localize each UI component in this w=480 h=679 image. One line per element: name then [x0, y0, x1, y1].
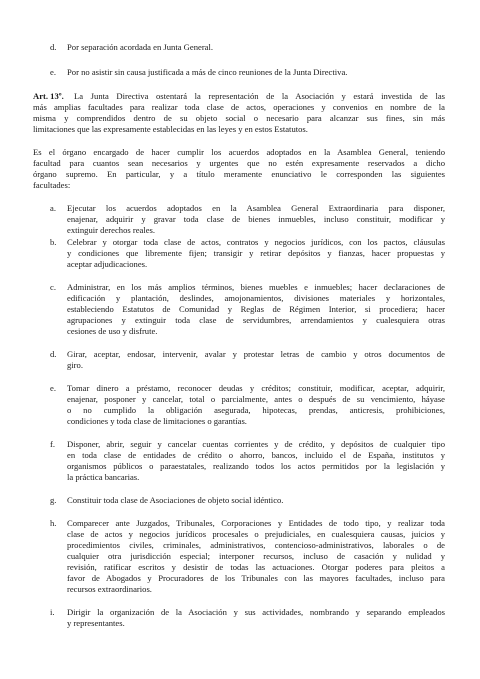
list-item-line: procedimientos civiles, criminales, administrativos, contencioso-administrativos, laborales o de: [67, 540, 445, 550]
list-item-line: revisión, ratificar escritos y desistir de todas las actuaciones. Otorgar poderes para pleitos a: [67, 562, 445, 572]
list-item-line: clase de actos y negocios jurídicos procesales o prejudiciales, en cualesquiera causas, juicios y: [67, 529, 445, 539]
list-item-line: o no cumplido la obligación asegurada, hipotecas, prendas, anticresis, prohibiciones,: [67, 405, 445, 415]
list-item-line: y condiciones que libremente fijen; transigir y retirar depósitos y fianzas, hacer propuestas y: [67, 248, 445, 258]
list-marker: e.: [50, 383, 56, 393]
list-item-line: Tomar dinero a préstamo, reconocer deudas y créditos; constituir, modificar, aceptar, adquirir,: [67, 383, 445, 393]
list-item-line: condiciones y toda clase de limitaciones o garantías.: [67, 416, 247, 426]
list-marker: h.: [50, 518, 57, 528]
list-item-line: recursos extraordinarios.: [67, 584, 152, 594]
list-marker: f.: [50, 439, 56, 449]
item-text: Por no asistir sin causa justificada a más de cinco reuniones de la Junta Directiva.: [67, 67, 348, 77]
list-item-line: agrupaciones y extinguir toda clase de servidumbres, arrendamientos y cualesquiera otras: [67, 315, 445, 325]
item-marker: d.: [50, 42, 57, 52]
list-marker: a.: [50, 203, 56, 213]
list-item-line: en toda clase de entidades de crédito o ahorro, bancos, incluido el de España, institutos y: [67, 450, 445, 460]
list-item-line: Dirigir la organización de la Asociación y sus actividades, nombrando y separando empleados: [67, 607, 445, 617]
article-label: Art. 13º.: [33, 91, 64, 101]
list-item-line: extinguir derechos reales.: [67, 225, 156, 235]
list-item-line: Girar, aceptar, endosar, intervenir, avalar y protestar letras de cambio y otros documentos de: [67, 349, 445, 359]
paragraph-line: misma y comprendidos dentro de su objeto social o necesario para alcanzar sus fines, sin más: [33, 113, 445, 123]
list-item-line: y representantes.: [67, 618, 125, 628]
list-item-line: Celebrar y otorgar toda clase de actos, contratos y negocios jurídicos, con los pactos, cláusulas: [67, 237, 445, 247]
list-item-line: giro.: [67, 360, 83, 370]
list-marker: d.: [50, 349, 57, 359]
list-item-line: la práctica bancarias.: [67, 472, 140, 482]
list-marker: b.: [50, 237, 57, 247]
list-item-line: estableciendo Estatutos de Comunidad y Reglas de Régimen Interior, si procediera; hacer: [67, 304, 445, 314]
list-item-line: enajenar, posponer y cancelar, total o parcialmente, antes o después de su vencimiento, háyase: [67, 394, 445, 404]
list-item-line: edificación y plantación, deslindes, amojonamientos, divisiones materiales y horizontales,: [67, 293, 445, 303]
paragraph-line: más amplias facultades para realizar toda clase de actos, operaciones y convenios en nombre de la: [33, 102, 445, 112]
list-marker: g.: [50, 495, 57, 505]
paragraph-line: órgano supremo. En particular, y a título meramente enunciativo le corresponden las siguientes: [33, 169, 445, 179]
item-text: Por separación acordada en Junta General.: [67, 42, 214, 52]
list-marker: i.: [50, 607, 55, 617]
paragraph-line: limitaciones que las expresamente establecidas en las leyes y en estos Estatutos.: [33, 124, 308, 134]
list-item-line: aceptar adjudicaciones.: [67, 259, 148, 269]
list-item-line: cualquier otra jurisdicción especial; interponer recursos, incluso de casación y nulidad y: [67, 551, 445, 561]
list-item-line: cesiones de uso y disfrute.: [67, 326, 158, 336]
paragraph-line: facultades:: [33, 180, 71, 190]
list-marker: c.: [50, 282, 56, 292]
list-item-line: enajenar, adquirir y gravar toda clase de bienes inmuebles, incluso constituir, modificar y: [67, 214, 445, 224]
list-item-line: Disponer, abrir, seguir y cancelar cuentas corrientes y de crédito, y depósitos de cualquier tipo: [67, 439, 445, 449]
item-marker: e.: [50, 67, 56, 77]
list-item-line: Administrar, en los más amplios términos, bienes muebles e inmuebles; hacer declaraciones de: [67, 282, 445, 292]
list-item-line: Ejecutar los acuerdos adoptados en la Asamblea General Extraordinaria para disponer,: [67, 203, 445, 213]
list-item-line: organismos públicos o paraestatales, realizando todos los actos permitidos por la legislación y: [67, 461, 445, 471]
paragraph-line: La Junta Directiva ostentará la representación de la Asociación y estará investida de las: [74, 91, 445, 101]
list-item-line: Constituir toda clase de Asociaciones de objeto social idéntico.: [67, 495, 284, 505]
paragraph-line: facultad para cuantos sean necesarios y urgentes que no estén expresamente reservados a dicho: [33, 158, 445, 168]
paragraph-line: Es el órgano encargado de hacer cumplir los acuerdos adoptados en la Asamblea General, teniendo: [33, 147, 445, 157]
list-item-line: favor de Abogados y Procuradores de los Tribunales con las mayores facultades, incluso para: [67, 573, 445, 583]
list-item-line: Comparecer ante Juzgados, Tribunales, Corporaciones y Entidades de todo tipo, y realizar toda: [67, 518, 445, 528]
